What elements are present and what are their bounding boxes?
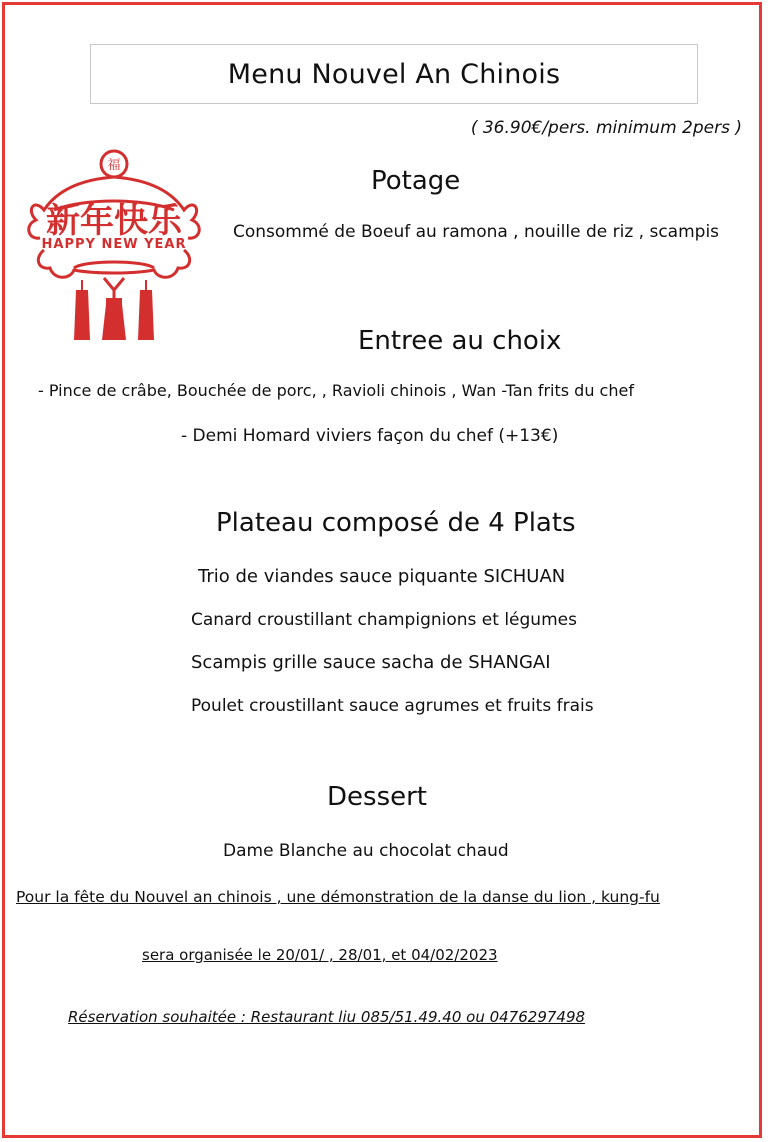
chinese-greeting: 新年快乐 (46, 201, 182, 241)
potage-heading: Potage (371, 166, 461, 196)
event-notice: Pour la fête du Nouvel an chinois , une démonstration de la danse du lion , kung-fu (16, 888, 660, 906)
menu-price: ( 36.90€/pers. minimum 2pers ) (470, 118, 742, 138)
menu-title: Menu Nouvel An Chinois (227, 58, 561, 90)
plateau-item: Canard croustillant champignions et légumes (191, 610, 577, 630)
english-greeting: HAPPY NEW YEAR (41, 237, 187, 252)
plateau-item: Poulet croustillant sauce agrumes et fruits frais (191, 696, 594, 716)
entree-heading: Entree au choix (358, 326, 562, 356)
happy-new-year-logo (14, 140, 214, 346)
dessert-item: Dame Blanche au chocolat chaud (223, 841, 509, 861)
entree-item: - Demi Homard viviers façon du chef (+13€) (181, 426, 559, 446)
reservation-info: Réservation souhaitée : Restaurant liu 085/51.49.40 ou 0476297498 (68, 1008, 586, 1026)
menu-title-box (90, 44, 698, 104)
fu-character: 福 (107, 158, 121, 173)
event-dates: sera organisée le 20/01/ , 28/01, et 04/02/2023 (142, 946, 498, 964)
plateau-item: Scampis grille sauce sacha de SHANGAI (191, 652, 551, 673)
dessert-heading: Dessert (327, 782, 427, 812)
potage-item: Consommé de Boeuf au ramona , nouille de riz , scampis (233, 222, 720, 242)
plateau-item: Trio de viandes sauce piquante SICHUAN (198, 566, 566, 587)
entree-item: - Pince de crâbe, Bouchée de porc, , Ravioli chinois , Wan -Tan frits du chef (38, 381, 634, 400)
plateau-heading: Plateau composé de 4 Plats (216, 508, 576, 538)
